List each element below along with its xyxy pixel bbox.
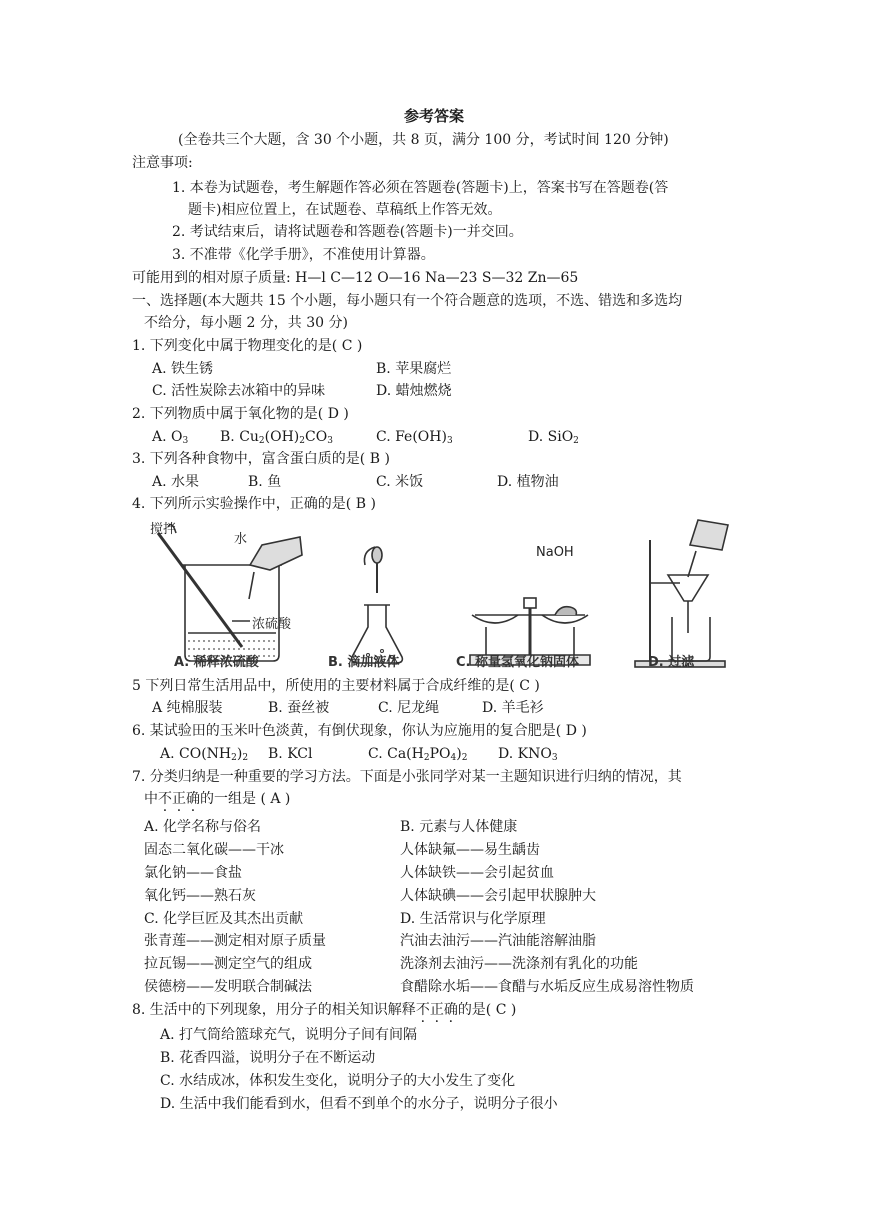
- q7-d-3: 食醋除水垢——食醋与水垢反应生成易溶性物质: [400, 979, 694, 995]
- q2-stem: 2. 下列物质中属于氧化物的是( D ): [132, 406, 349, 422]
- q5-option-b: B. 蚕丝被: [268, 700, 330, 716]
- exam-info: (全卷共三个大题，含 30 个小题，共 8 页，满分 100 分，考试时间 120 分钟): [178, 132, 669, 148]
- q3-option-a: A. 水果: [152, 474, 200, 490]
- q3-option-d: D. 植物油: [497, 474, 559, 490]
- q2-option-c: C. $Fe(OH)_3$: [376, 429, 453, 446]
- notice-heading: 注意事项:: [132, 155, 193, 171]
- pouring-cup-icon: [250, 537, 302, 570]
- fig-label-stir: 搅拌: [150, 522, 177, 537]
- q8-option-a: A. 打气筒给篮球充气，说明分子间有间隔: [160, 1027, 418, 1043]
- q2-option-d: D. SiO$_2$: [528, 429, 579, 446]
- q4-caption-d: D. 过滤: [648, 655, 695, 670]
- q7-b-1: 人体缺氟——易生龋齿: [400, 842, 540, 858]
- q7-a-3: 氧化钙——熟石灰: [144, 888, 256, 904]
- q7-d-1: 汽油去油污——汽油能溶解油脂: [400, 933, 596, 949]
- q5-option-c: C. 尼龙绳: [378, 700, 440, 716]
- q8-option-b: B. 花香四溢，说明分子在不断运动: [160, 1050, 376, 1066]
- q8-option-c: C. 水结成冰，体积发生变化，说明分子的大小发生了变化: [160, 1073, 516, 1089]
- q6-option-b: B. KCl: [268, 746, 313, 762]
- q7-d-head: D. 生活常识与化学原理: [400, 911, 546, 927]
- q7-stem-cont: 中不正确的一组是 ( A ): [144, 791, 291, 807]
- q7-b-2: 人体缺铁——会引起贫血: [400, 865, 554, 881]
- q5-option-d: D. 羊毛衫: [482, 700, 544, 716]
- q6-stem: 6. 某试验田的玉米叶色淡黄，有倒伏现象，你认为应施用的复合肥是( D ): [132, 723, 587, 739]
- q4-stem: 4. 下列所示实验操作中，正确的是( B ): [132, 496, 376, 512]
- q3-stem: 3. 下列各种食物中，富含蛋白质的是( B ): [132, 451, 390, 467]
- q7-d-2: 洗涤剂去油污——洗涤剂有乳化的功能: [400, 956, 638, 972]
- notice-item-1-cont: 题卡)相应位置上，在试题卷、草稿纸上作答无效。: [188, 202, 502, 218]
- q7-b-3: 人体缺碘——会引起甲状腺肿大: [400, 888, 596, 904]
- atomic-masses: 可能用到的相对原子质量: H—l C—12 O—16 Na—23 S—32 Zn—65: [132, 270, 579, 286]
- pouring-beaker-icon: [690, 520, 728, 550]
- q6-option-c: C. $Ca(H_2PO_4)_2$: [368, 746, 468, 763]
- section-1-heading-cont: 不给分，每小题 2 分，共 30 分): [144, 315, 348, 331]
- q8-stem: 8. 生活中的下列现象，用分子的相关知识解释不正确的是( C ): [132, 1002, 517, 1018]
- q1-option-d: D. 蜡烛燃烧: [376, 383, 452, 399]
- q8-option-d: D. 生活中我们能看到水，但看不到单个的水分子，说明分子很小: [160, 1096, 558, 1112]
- q5-option-a: A 纯棉服装: [152, 700, 223, 716]
- q7-c-head: C. 化学巨匠及其杰出贡献: [144, 911, 304, 927]
- fig-label-water: 水: [234, 532, 248, 547]
- fig-label-acid: 浓硫酸: [252, 617, 292, 632]
- q1-stem: 1. 下列变化中属于物理变化的是( C ): [132, 338, 363, 354]
- q4-caption-a: A. 稀释浓硫酸: [174, 655, 259, 670]
- q7-a-2: 氯化钠——食盐: [144, 865, 242, 881]
- q2-option-a: A. $O_3$: [152, 429, 189, 446]
- q3-option-b: B. 鱼: [248, 474, 282, 490]
- q3-option-c: C. 米饭: [376, 474, 424, 490]
- notice-item-3: 3. 不准带《化学手册》，不准使用计算器。: [172, 247, 435, 263]
- q2-option-b: B. $Cu_2(OH)_2CO_3$: [220, 429, 333, 446]
- q7-b-head: B. 元素与人体健康: [400, 819, 518, 835]
- glass-rod-icon: [158, 533, 242, 647]
- q4-caption-b: B. 滴加液体: [328, 655, 400, 670]
- q7-a-head: A. 化学名称与俗名: [144, 819, 262, 835]
- funnel-icon: [668, 575, 708, 601]
- section-1-heading: 一、选择题(本大题共 15 个小题，每小题只有一个符合题意的选项，不选、错选和多选均: [132, 293, 683, 309]
- q1-option-b: B. 苹果腐烂: [376, 361, 452, 377]
- q1-option-c: C. 活性炭除去冰箱中的异味: [152, 383, 326, 399]
- q6-option-a: A. $CO(NH_2)_2$: [160, 746, 249, 763]
- page-title: 参考答案: [404, 107, 465, 125]
- q7-c-3: 侯德榜——发明联合制碱法: [144, 979, 312, 995]
- q7-c-1: 张青莲——测定相对原子质量: [144, 933, 326, 949]
- q7-a-1: 固态二氧化碳——干冰: [144, 842, 284, 858]
- q4-caption-c: C. 称量氢氧化钠固体: [456, 655, 580, 670]
- q7-c-2: 拉瓦锡——测定空气的组成: [144, 956, 312, 972]
- notice-item-2: 2. 考试结束后，请将试题卷和答题卷(答题卡)一并交回。: [172, 224, 523, 240]
- q1-option-a: A. 铁生锈: [152, 361, 214, 377]
- q6-option-d: D. $KNO_3$: [498, 746, 558, 763]
- q5-stem: 5 下列日常生活用品中，所使用的主要材料属于合成纤维的是( C ): [132, 678, 540, 694]
- notice-item-1: 1. 本卷为试题卷，考生解题作答必须在答题卷(答题卡)上，答案书写在答题卷(答: [172, 180, 669, 196]
- q7-stem: 7. 分类归纳是一种重要的学习方法。下面是小张同学对某一主题知识进行归纳的情况，其: [132, 769, 682, 785]
- fig-label-naoh: NaOH: [536, 545, 574, 560]
